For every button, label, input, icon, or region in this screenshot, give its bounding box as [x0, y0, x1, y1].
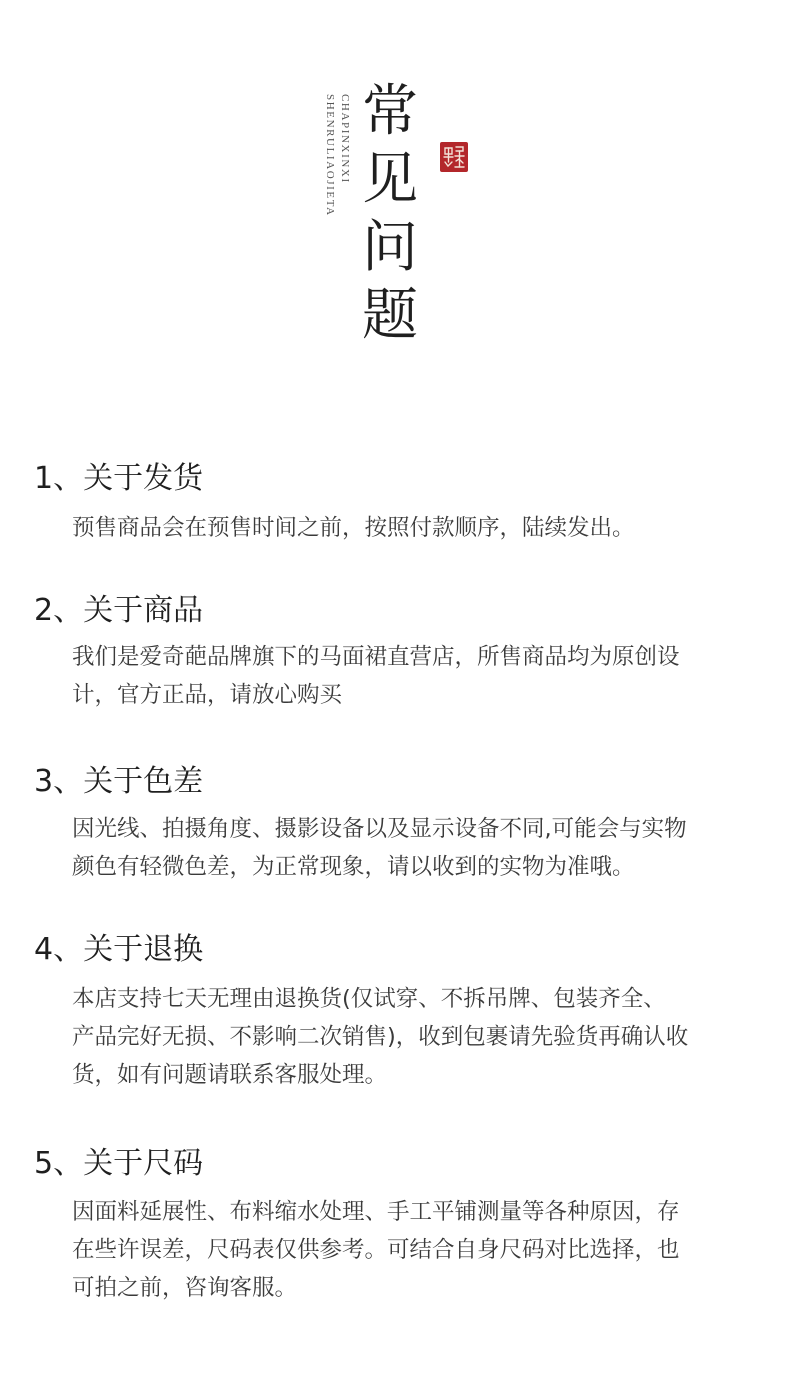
faq-heading-color: 3、关于色差 [34, 764, 204, 799]
faq-heading-shipping: 1、关于发货 [34, 461, 204, 496]
title-char: 见 [362, 147, 418, 212]
faq-heading-returns: 4、关于退换 [34, 932, 204, 967]
faq-heading-sizing: 5、关于尺码 [34, 1146, 204, 1181]
faq-body-product: 我们是爱奇葩品牌旗下的马面裙直营店，所售商品均为原创设 计，官方正品，请放心购买 [72, 644, 680, 708]
romanization-line-1: SHENRULIAOJIETA [324, 94, 336, 217]
seal-stamp-icon [440, 142, 468, 172]
faq-heading-product: 2、关于商品 [34, 593, 204, 628]
title-char: 常 [362, 79, 418, 144]
romanization-line-2: CHAPINXINXI [339, 94, 351, 184]
faq-body-returns: 本店支持七天无理由退换货(仅试穿、不拆吊牌、包装齐全、 产品完好无损、不影响二次销售)，收到包裹请先验货再确认收 货，如有问题请联系客服处理。 [72, 986, 689, 1088]
page-title [362, 78, 418, 350]
title-char: 问 [362, 215, 418, 280]
faq-body-sizing: 因面料延展性、布料缩水处理、手工平铺测量等各种原因，存 在些许误差，尺码表仅供参考。可结合自身尺码对比选择，也 可拍之前，咨询客服。 [72, 1199, 680, 1301]
header [0, 0, 790, 400]
romanization [324, 94, 351, 217]
title-char: 题 [362, 283, 418, 348]
faq-body-shipping: 预售商品会在预售时间之前，按照付款顺序，陆续发出。 [72, 515, 635, 541]
faq-body-color: 因光线、拍摄角度、摄影设备以及显示设备不同,可能会与实物 颜色有轻微色差，为正常现象，请以收到的实物为准哦。 [72, 816, 687, 880]
